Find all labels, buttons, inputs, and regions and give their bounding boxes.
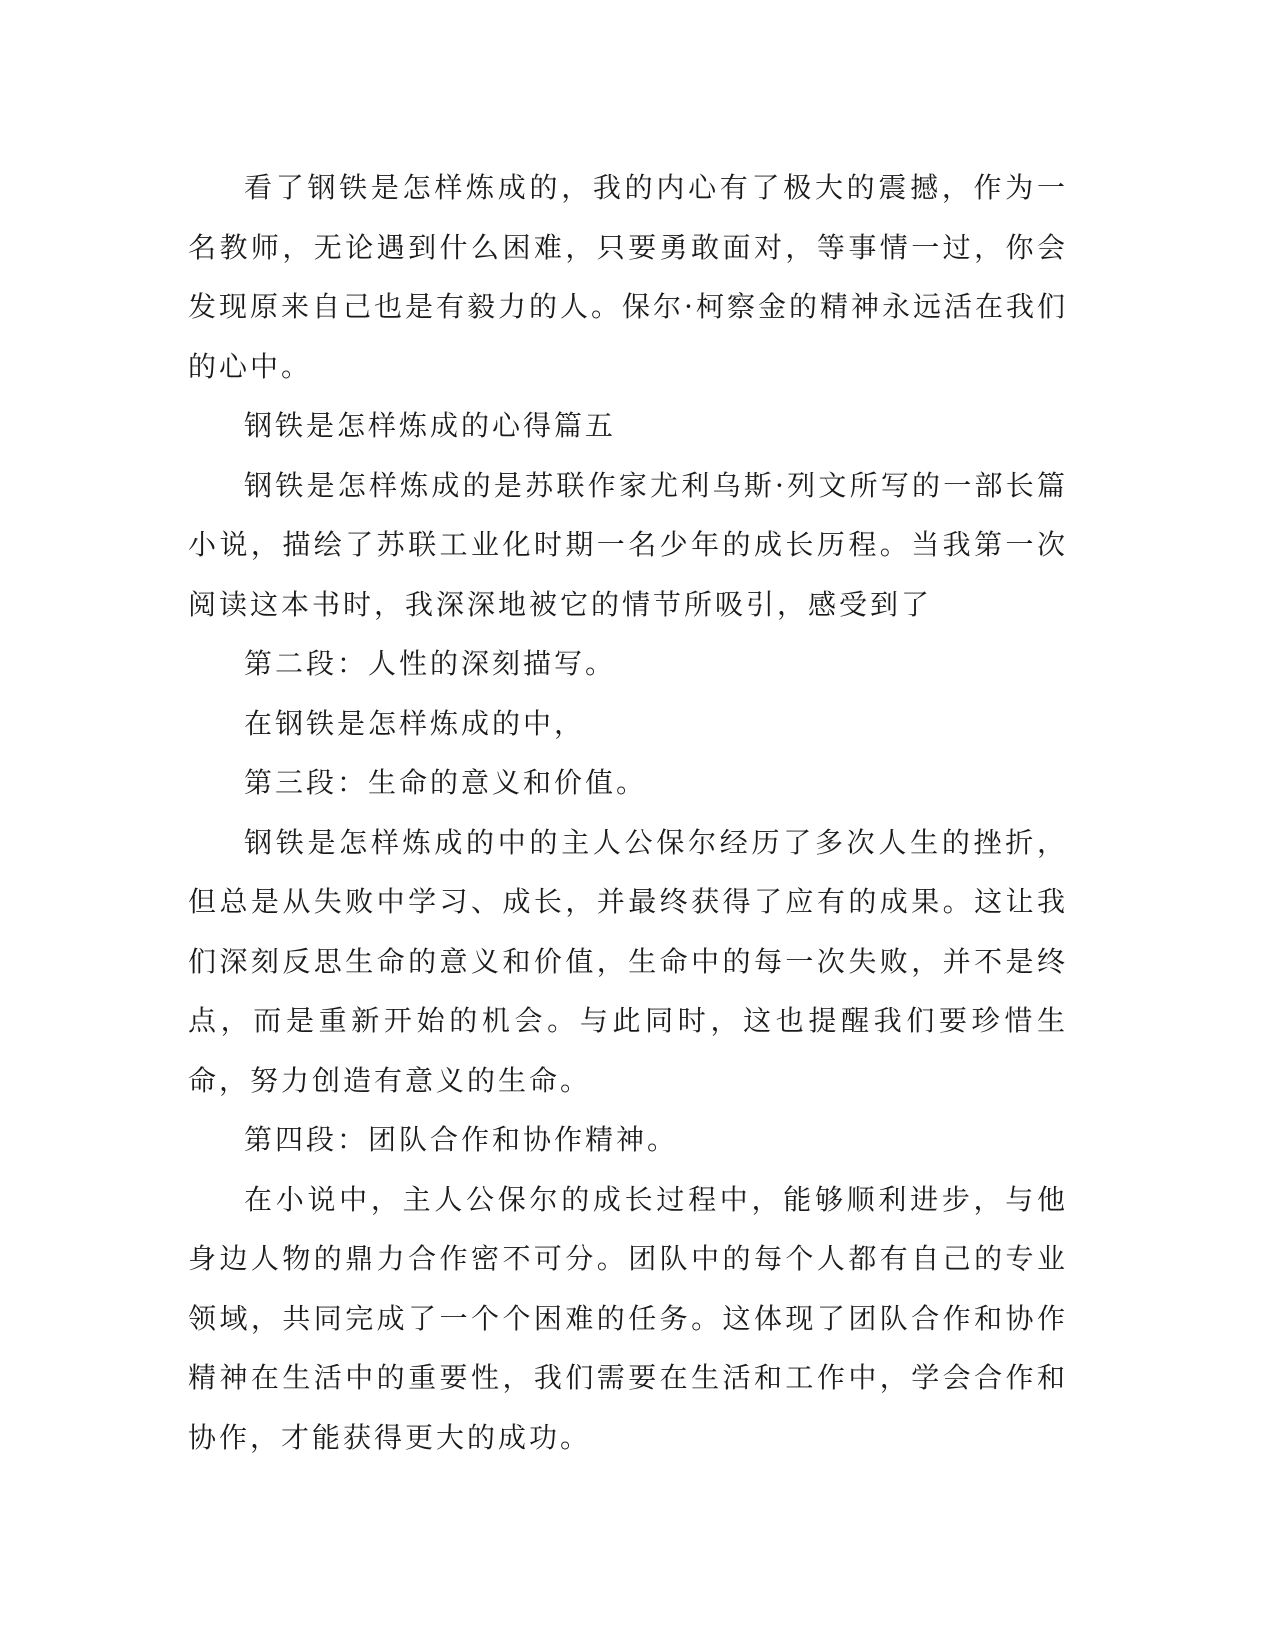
subheading-part-three: 第三段：生命的意义和价值。 bbox=[244, 766, 648, 799]
section-heading: 钢铁是怎样炼成的心得篇五 bbox=[244, 409, 617, 442]
document-body bbox=[188, 158, 1068, 1467]
subheading-part-four: 第四段：团队合作和协作精神。 bbox=[244, 1123, 679, 1156]
paragraph-part-two: 在钢铁是怎样炼成的中， bbox=[244, 706, 586, 740]
paragraph-part-three: 钢铁是怎样炼成的中的主人公保尔经历了多次人生的挫折，但总是从失败中学习、成长，并最终获得了应有的成果。这让我们深刻反思生命的意义和价值，生命中的每一次失败，并不是终点，而是重新开始的机会。与此同时，这也提醒我们要珍惜生命，努力创造有意义的生命。 bbox=[188, 825, 1068, 1097]
paragraph-part-four: 在小说中，主人公保尔的成长过程中，能够顺利进步，与他身边人物的鼎力合作密不可分。团队中的每个人都有自己的专业领域，共同完成了一个个困难的任务。这体现了团队合作和协作精神在生活中的重要性，我们需要在生活和工作中，学会合作和协作，才能获得更大的成功。 bbox=[188, 1182, 1068, 1454]
paragraph-intro: 钢铁是怎样炼成的是苏联作家尤利乌斯·列文所写的一部长篇小说，描绘了苏联工业化时期一名少年的成长历程。当我第一次阅读这本书时，我深深地被它的情节所吸引，感受到了 bbox=[188, 468, 1068, 621]
paragraph-conclusion-prev: 看了钢铁是怎样炼成的，我的内心有了极大的震撼，作为一名教师，无论遇到什么困难，只要勇敢面对，等事情一过，你会发现原来自己也是有毅力的人。保尔·柯察金的精神永远活在我们的心中。 bbox=[188, 171, 1068, 383]
subheading-part-two: 第二段：人性的深刻描写。 bbox=[244, 647, 617, 680]
